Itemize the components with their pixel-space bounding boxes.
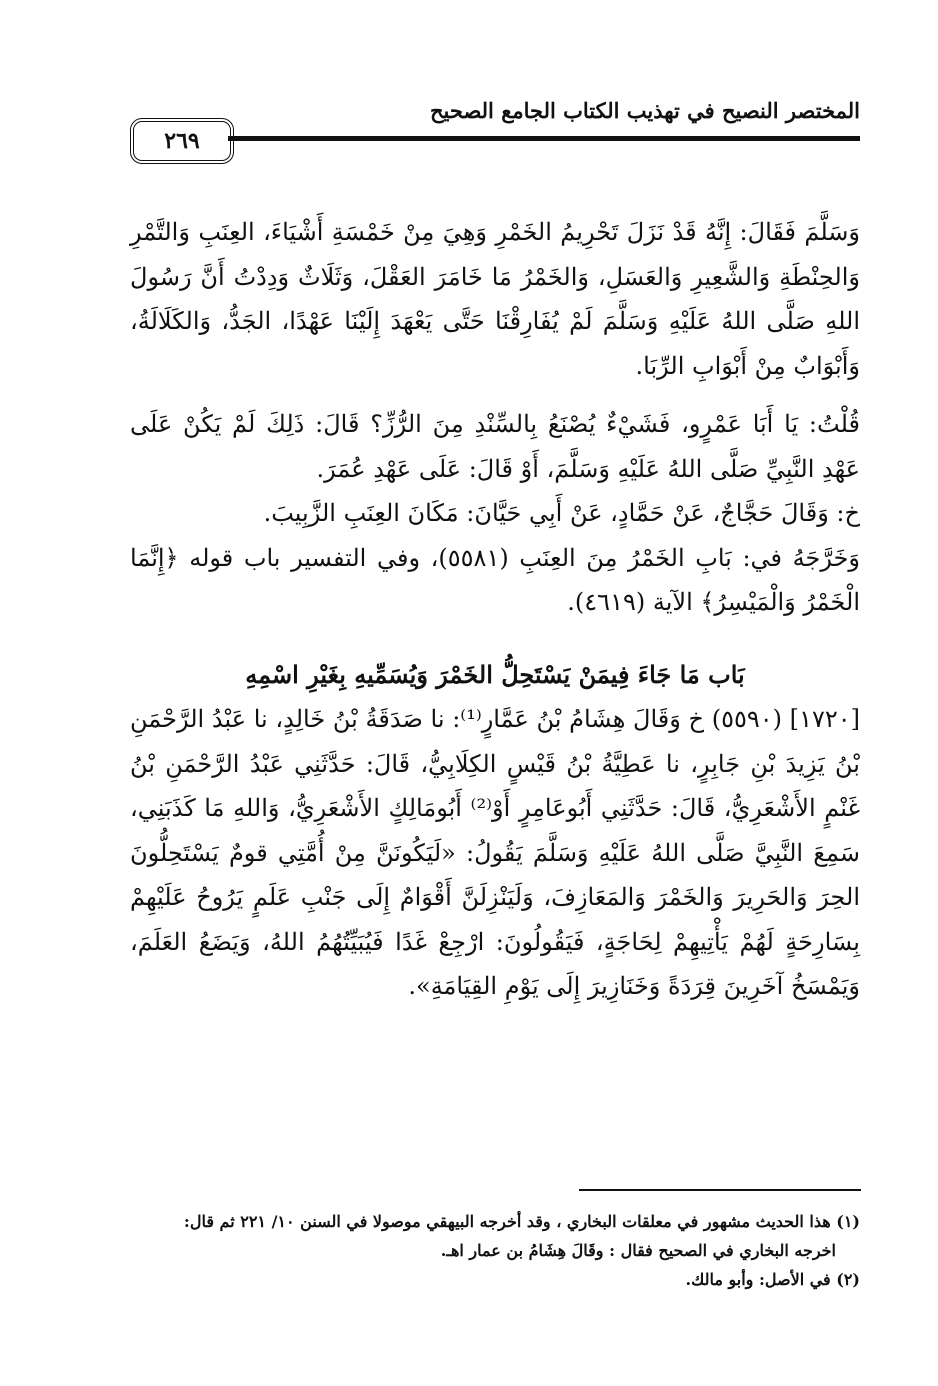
footnote-separator <box>579 1189 861 1191</box>
header-rule <box>228 136 860 141</box>
paragraph: خ: وَقَالَ حَجَّاجٌ، عَنْ حَمَّادٍ، عَنْ أَبِي حَيَّانَ: مَكَانَ العِنَبِ الزَّبِيبَ. <box>263 499 860 527</box>
footnotes <box>130 1207 860 1294</box>
paragraph: وَخَرَّجَهُ في: بَابِ الخَمْرُ مِنَ العِنَبِ (٥٥٨١)، وفي التفسير باب قوله ﴿إِنَّمَا الْخَمْرُ وَالْمَيْسِرُ﴾ الآية (٤٦١٩). <box>130 543 860 616</box>
footnote-2: (٢) في الأصل: وأبو مالك. <box>685 1270 860 1289</box>
paragraph: قُلْتُ: يَا أَبَا عَمْرٍو، فَشَيْءٌ يُصْنَعُ بِالسِّنْدِ مِنَ الرُّزِّ؟ قَالَ: ذَلِكَ لَمْ يَكُنْ عَلَى عَهْدِ النَّبِيِّ صَلَّى اللهُ عَلَيْهِ وَسَلَّمَ، أَوْ قَالَ: عَلَى عَهْدِ عُمَرَ. <box>130 410 860 483</box>
paragraph: وَسَلَّمَ فَقَالَ: إِنَّهُ قَدْ نَزَلَ تَحْرِيمُ الخَمْرِ وَهِيَ مِنْ خَمْسَةِ أَشْيَاءَ، العِنَبِ وَالتَّمْرِ وَالحِنْطَةِ وَالشَّعِيرِ وَالعَسَلِ، وَالخَمْرُ مَا خَامَرَ العَقْلَ، وَثَلَاثٌ وَدِدْتُ أَنَّ رَسُولَ اللهِ صَلَّى اللهُ عَلَيْهِ وَسَلَّمَ لَمْ يُفَارِقْنَا حَتَّى يَعْهَدَ إِلَيْنَا عَهْدًا، الجَدُّ، وَالكَلَالَةُ، وَأَبْوَابٌ مِنْ أَبْوَابِ الرِّبَا. <box>130 218 860 380</box>
main-text <box>130 210 860 1009</box>
running-title: المختصر النصيح في تهذيب الكتاب الجامع الصحيح <box>430 98 860 123</box>
hadith-paragraph: [١٧٢٠] (٥٥٩٠) خ وَقَالَ هِشَامُ بْنُ عَمَّارٍ⁽¹⁾: نا صَدَقَةُ بْنُ خَالِدٍ، نا عَبْدُ الرَّحْمَنِ بْنُ يَزِيدَ بْنِ جَابِرٍ، نا عَطِيَّةُ بْنُ قَيْسٍ الكِلَابِيُّ، قَالَ: حَدَّثَنِي عَبْدُ الرَّحْمَنِ بْنُ غَنْمٍ الأَشْعَرِيُّ، قَالَ: حَدَّثَنِي أَبُوعَامِرٍ أَوْ⁽²⁾ أَبُومَالِكٍ الأَشْعَرِيُّ، وَاللهِ مَا كَذَبَنِي، سَمِعَ النَّبِيَّ صَلَّى اللهُ عَلَيْهِ وَسَلَّمَ يَقُولُ: «لَيَكُونَنَّ مِنْ أُمَّتِي قومٌ يَسْتَحِلُّونَ الحِرَ وَالحَرِيرَ وَالخَمْرَ وَالمَعَازِفَ، وَلَيَنْزِلَنَّ أَقْوَامٌ إِلَى جَنْبِ عَلَمٍ يَرُوحُ عَلَيْهِمْ بِسَارِحَةٍ لَهُمْ يَأْتِيهِمْ لِحَاجَةٍ، فَيَقُولُونَ: ارْجِعْ غَدًا فَيُبَيِّتُهُمُ اللهُ، وَيَضَعُ العَلَمَ، وَيَمْسَخُ آخَرِينَ قِرَدَةً وَخَنَازِيرَ إِلَى يَوْمِ القِيَامَةِ». <box>130 705 860 1000</box>
footnote-1: (١) هذا الحديث مشهور في معلقات البخاري ، وقد أخرجه البيهقي موصولا في السنن ١٠/ ٢٢١ ثم قال: <box>183 1212 860 1231</box>
page-number: ٢٦٩ <box>164 128 200 154</box>
page-header <box>130 92 860 172</box>
footnote-1-continuation: اخرجه البخاري في الصحيح فقال : وقَالَ هِشَامُ بن عمار اهـ. <box>440 1241 836 1260</box>
section-title: بَاب مَا جَاءَ فِيمَنْ يَسْتَحِلُّ الخَمْرَ وَيُسَمِّيهِ بِغَيْرِ اسْمِهِ <box>245 659 745 689</box>
page-number-box <box>130 118 234 164</box>
